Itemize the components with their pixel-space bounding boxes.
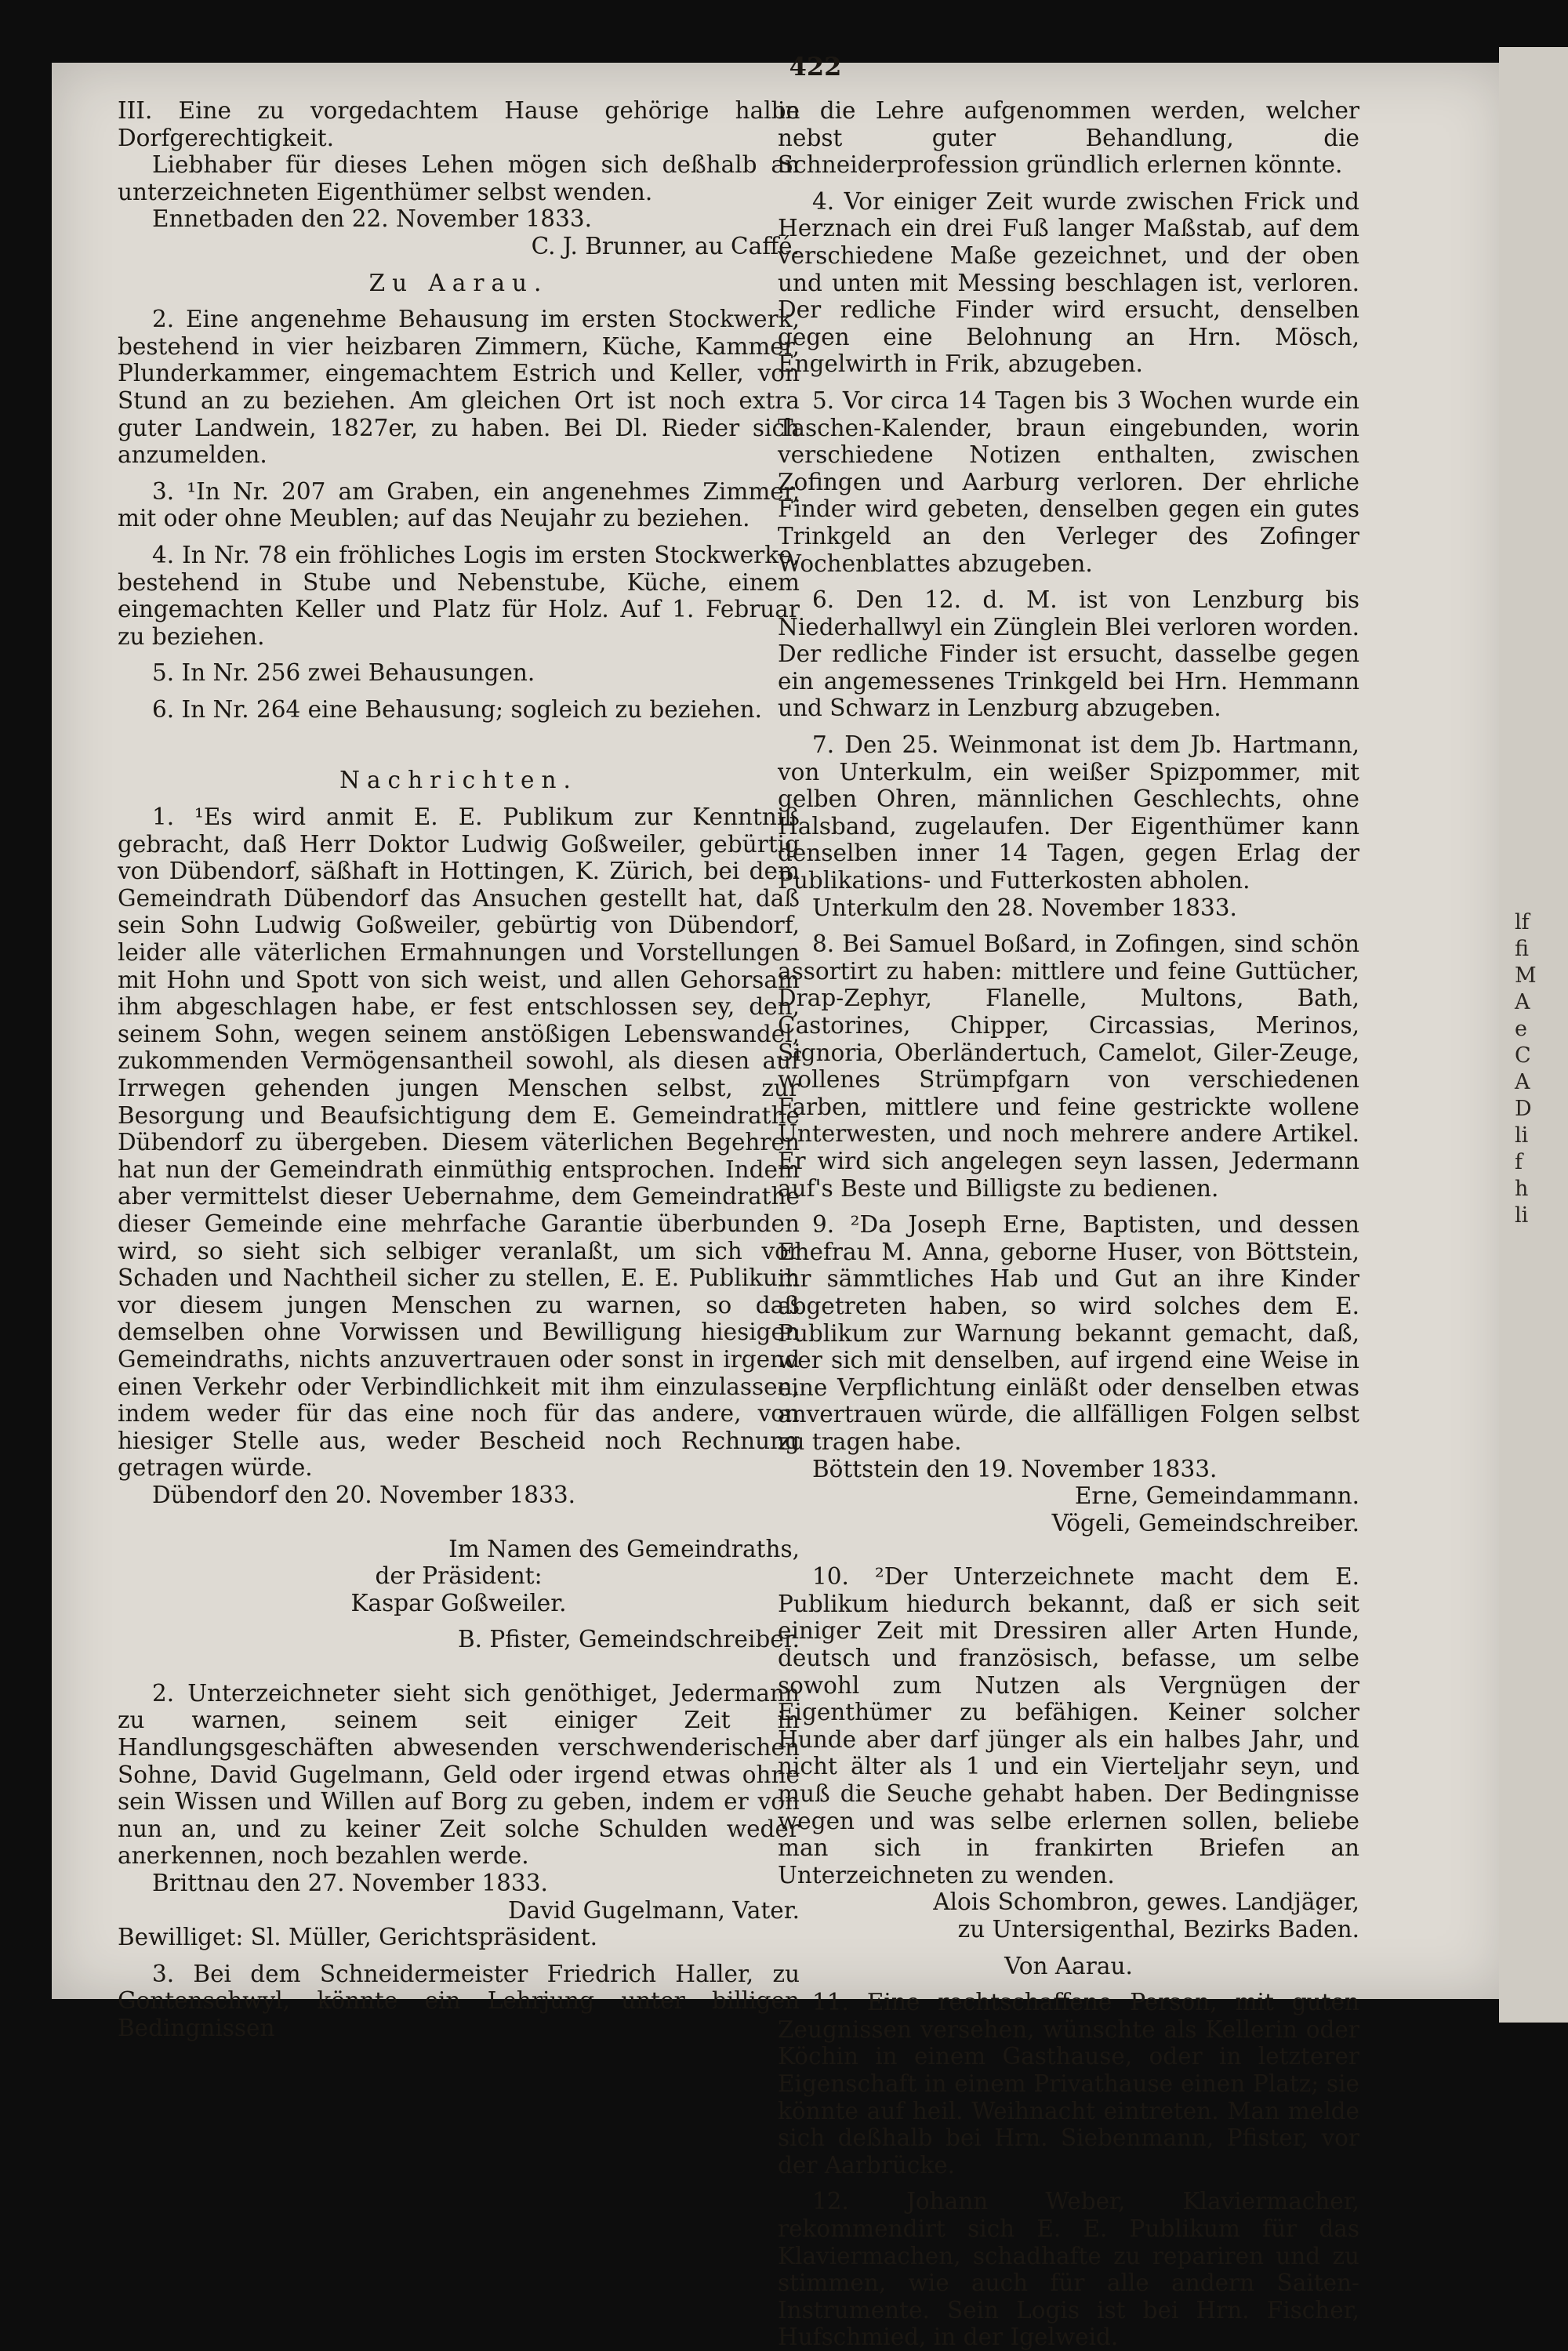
left-paragraph-3: Ennetbaden den 22. November 1833.	[152, 205, 592, 233]
right-paragraph-11: Vögeli, Gemeindschreiber.	[1051, 1509, 1359, 1536]
left-paragraph-2: Liebhaber für dieses Lehen mögen sich deßhalb an unterzeichneten Eigenthümer selbst wenden.	[118, 151, 800, 205]
left-paragraph-4: C. J. Brunner, au Caffé.	[531, 232, 800, 259]
right-column	[778, 97, 1359, 2351]
page-number: 422	[789, 52, 842, 82]
right-paragraph-17: 12. Johann Weber, Klaviermacher, rekommendirt sich E. E. Publikum für das Klaviermachen, schadhafte zu repariren und zu stimmen, wie auch für alle andern Saiten-Instrumente. Sein Logis ist bei Hrn. Fischer, Hufschmied, in der Igelweid.	[778, 2188, 1359, 2351]
left-paragraph-5: Zu Aarau.	[368, 269, 549, 296]
right-paragraph-16: 11. Eine rechtschaffene Person, mit guten Zeugnissen versehen, wünschte als Kellerin oder Köchin in einem Gasthause, oder in letzterer Eigenschaft in einem Privathause einen Platz; sie könnte auf heil. Weihnacht eintreten. Man melde sich deßhalb bei Hrn. Siebenmann, Pfister, vor der Aarbrücke.	[778, 1989, 1359, 2179]
left-paragraph-15: der Präsident:	[375, 1562, 543, 1590]
fragment-line: fi	[1515, 937, 1530, 961]
fragment-line: M	[1515, 963, 1537, 988]
left-paragraph-9: 5. In Nr. 256 zwei Behausungen.	[152, 659, 535, 687]
fragment-line: A	[1515, 1070, 1530, 1094]
left-paragraph-6: 2. Eine angenehme Behausung im ersten Stockwerk, bestehend in vier heizbaren Zimmern, Küche, Kammer, Plunderkammer, eingemachtem Estrich und Keller, von Stund an zu beziehen. Am gleichen Ort ist noch extra guter Landwein, 1827er, zu haben. Bei Dl. Rieder sich anzumelden.	[118, 306, 800, 469]
left-paragraph-13: Dübendorf den 20. November 1833.	[152, 1481, 575, 1508]
right-paragraph-4: 6. Den 12. d. M. ist von Lenzburg bis Niederhallwyl ein Zünglein Blei verloren worden. Der redliche Finder ist ersucht, dasselbe gegen ein angemessenes Trinkgeld bei Hrn. Hemmann und Schwarz in Lenzburg abzugeben.	[778, 586, 1359, 722]
left-paragraph-8: 4. In Nr. 78 ein fröhliches Logis im ersten Stockwerke, bestehend in Stube und Nebenstube, Küche, einem eingemachten Keller und Platz für Holz. Auf 1. Februar zu beziehen.	[118, 541, 800, 650]
fragment-line: f	[1515, 1150, 1523, 1174]
left-paragraph-7: 3. ¹In Nr. 207 am Graben, ein angenehmes Zimmer, mit oder ohne Meublen; auf das Neujahr zu beziehen.	[118, 477, 800, 532]
fragment-line: h	[1515, 1177, 1529, 1201]
right-paragraph-10: Erne, Gemeindammann.	[1074, 1482, 1359, 1510]
right-paragraph-9: Böttstein den 19. November 1833.	[812, 1455, 1218, 1482]
left-paragraph-1: III. Eine zu vorgedachtem Hause gehörige halbe Dorfgerechtigkeit.	[118, 97, 800, 151]
left-paragraph-18: 2. Unterzeichneter sieht sich genöthiget, Jedermann zu warnen, seinem seit einiger Zeit in Handlungsgeschäften abwesenden verschwenderischen Sohne, David Gugelmann, Geld oder irgend etwas ohne sein Wissen und Willen auf Borg zu geben, indem er von nun an, und zu keiner Zeit solche Schulden weder anerkennen, noch bezahlen werde.	[118, 1679, 800, 1870]
left-paragraph-14: Im Namen des Gemeindraths,	[448, 1535, 800, 1562]
left-paragraph-12: 1. ¹Es wird anmit E. E. Publikum zur Kenntniß gebracht, daß Herr Doktor Ludwig Goßweiler, gebürtig von Dübendorf, säßhaft in Hottingen, K. Zürich, bei dem Gemeindrath Dübendorf das Ansuchen gestellt hat, daß sein Sohn Ludwig Goßweiler, gebürtig von Dübendorf, leider alle väterlichen Ermahnungen und Vorstellungen mit Hohn und Spott von sich weist, und allen Gehorsam ihm abgeschlagen habe, er fest entschlossen sey, den, seinem Sohn, wegen seinem anstößigen Lebenswandel, zukommenden Vermögensantheil sowohl, als diesen auf Irrwegen gehenden jungen Menschen selbst, zur Besorgung und Beaufsichtigung dem E. Gemeindrathe Dübendorf zu übergeben. Diesem väterlichen Begehren hat nun der Gemeindrath einmüthig entsprochen. Indem aber vermittelst dieser Uebernahme, dem Gemeindrathe dieser Gemeinde eine mehrfache Garantie überbunden wird, so sieht sich selbiger veranlaßt, um sich vor Schaden und Nachtheil sicher zu stellen, E. E. Publikum vor diesem jungen Menschen zu warnen, so daß demselben ohne Vorwissen und Bewilligung hiesigen Gemeindraths, nichts anzuvertrauen oder sonst in irgend einen Verkehr oder Verbindlichkeit mit ihm einzulassen, indem weder für das eine noch für das andere, von hiesiger Stelle aus, weder Bescheid noch Rechnung getragen würde.	[118, 804, 800, 1482]
left-paragraph-19: Brittnau den 27. November 1833.	[152, 1870, 548, 1897]
left-paragraph-17: B. Pfister, Gemeindschreiber.	[457, 1626, 800, 1653]
fragment-line: lf	[1515, 910, 1530, 934]
right-paragraph-2: 4. Vor einiger Zeit wurde zwischen Frick und Herznach ein drei Fuß langer Maßstab, auf dem verschiedene Maße gezeichnet, und der oben und unten mit Messing beschlagen ist, verloren. Der redliche Finder wird ersucht, denselben gegen eine Belohnung an Hrn. Mösch, Engelwirth in Frik, abzugeben.	[778, 187, 1359, 378]
left-paragraph-11: Nachrichten.	[339, 767, 578, 794]
fragment-line: D	[1515, 1097, 1532, 1121]
right-paragraph-12: 10. ²Der Unterzeichnete macht dem E. Publikum hiedurch bekannt, daß er sich seit einiger Zeit mit Dressiren aller Arten Hunde, deutsch und französisch, befasse, um selbe sowohl zum Nutzen als Vergnügen der Eigenthümer zu befähigen. Keiner solcher Hunde aber darf jünger als ein halbes Jahr, und nicht älter als 1 und ein Vierteljahr seyn, und muß die Seuche gehabt haben. Der Bedingnisse wegen und was selbe erlernen sollen, beliebe man sich in frankirten Briefen an Unterzeichneten zu wenden.	[778, 1563, 1359, 1888]
right-paragraph-3: 5. Vor circa 14 Tagen bis 3 Wochen wurde ein Taschen-Kalender, braun eingebunden, worin verschiedene Notizen enthalten, zwischen Zofingen und Aarburg verloren. Der ehrliche Finder wird gebeten, denselben gegen ein gutes Trinkgeld an den Verleger des Zofinger Wochenblattes abzugeben.	[778, 386, 1359, 577]
left-paragraph-20: David Gugelmann, Vater.	[508, 1896, 800, 1924]
fragment-line: A	[1515, 990, 1530, 1014]
fragment-line: li	[1515, 1203, 1529, 1228]
next-page-fragment	[1515, 909, 1562, 1229]
fragment-line: e	[1515, 1017, 1527, 1041]
left-paragraph-16: Kaspar Goßweiler.	[350, 1589, 567, 1616]
right-paragraph-1: in die Lehre aufgenommen werden, welcher nebst guter Behandlung, die Schneiderprofession gründlich erlernen könnte.	[778, 97, 1359, 179]
right-paragraph-13: Alois Schombron, gewes. Landjäger,	[933, 1888, 1359, 1916]
left-paragraph-10: 6. In Nr. 264 eine Behausung; sogleich zu beziehen.	[152, 695, 762, 723]
right-paragraph-14: zu Untersigenthal, Bezirks Baden.	[957, 1916, 1359, 1943]
right-paragraph-15: Von Aarau.	[1004, 1952, 1133, 1979]
right-paragraph-8: 9. ²Da Joseph Erne, Baptisten, und dessen Ehefrau M. Anna, geborne Huser, von Böttstein, ihr sämmtliches Hab und Gut an ihre Kinder abgetreten haben, so wird solches dem E. Publikum zur Warnung bekannt gemacht, daß, wer sich mit denselben, auf irgend eine Weise in eine Verpflichtung einläßt oder denselben etwas anvertrauen würde, die allfälligen Folgen selbst zu tragen habe.	[778, 1211, 1359, 1455]
left-column	[118, 97, 800, 2042]
right-paragraph-5: 7. Den 25. Weinmonat ist dem Jb. Hartmann, von Unterkulm, ein weißer Spizpommer, mit gelben Ohren, männlichen Geschlechts, ohne Halsband, zugelaufen. Der Eigenthümer kann denselben inner 14 Tagen, gegen Erlag der Publikations- und Futterkosten abholen.	[778, 731, 1359, 894]
right-paragraph-6: Unterkulm den 28. November 1833.	[812, 894, 1237, 921]
right-paragraph-7: 8. Bei Samuel Boßard, in Zofingen, sind schön assortirt zu haben: mittlere und feine Guttücher, Drap-Zephyr, Flanelle, Multons, Bath, Castorines, Chipper, Circassias, Merinos, Signoria, Oberländertuch, Camelot, Giler-Zeuge, wollenes Strümpfgarn von verschiedenen Farben, mittlere und feine gestrickte wollene Unterwesten, und noch mehrere andere Artikel. Er wird sich angelegen seyn lassen, Jedermann auf's Beste und Billigste zu bedienen.	[778, 931, 1359, 1202]
fragment-line: li	[1515, 1123, 1529, 1148]
left-paragraph-21: Bewilliget: Sl. Müller, Gerichtspräsident.	[118, 1924, 597, 1951]
fragment-line: C	[1515, 1043, 1531, 1068]
left-paragraph-22: 3. Bei dem Schneidermeister Friedrich Haller, zu Gontenschwyl, könnte ein Lehrjung unter billigen Bedingnissen	[118, 1960, 800, 2041]
